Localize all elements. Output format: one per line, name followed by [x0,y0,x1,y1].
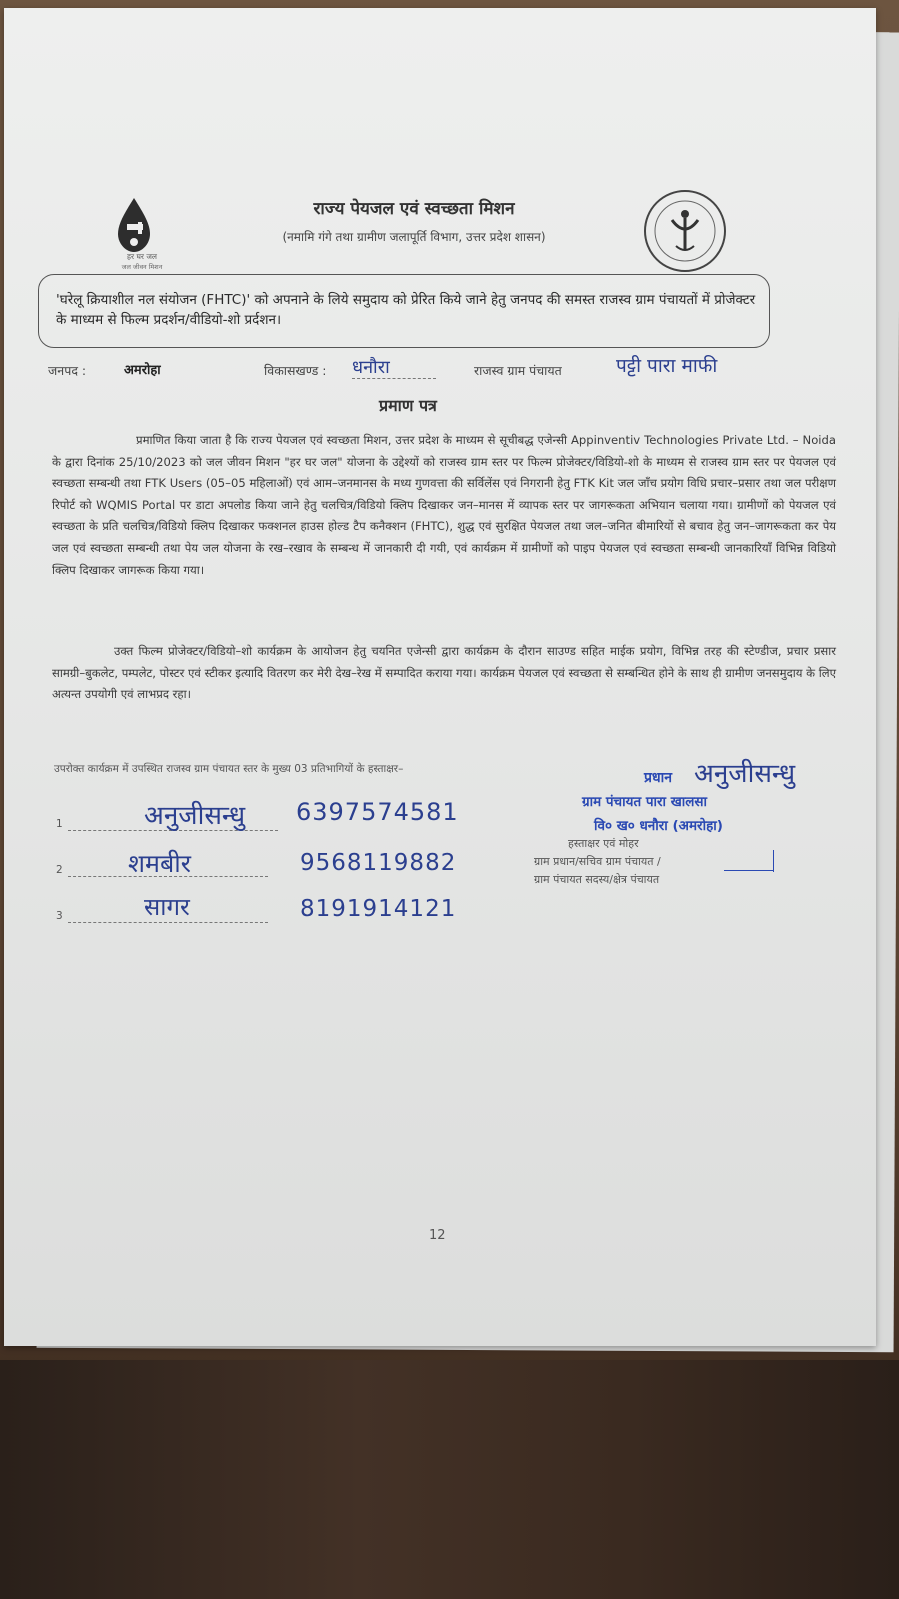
signatory-role-1: ग्राम प्रधान/सचिव ग्राम पंचायत / [534,855,661,868]
body-paragraph-2: उक्त फिल्म प्रोजेक्टर/विडियो–शो कार्यक्रम के आयोजन हेतु चयनित एजेन्सी द्वारा कार्यक्रम के दौरान साउण्ड सहित माईक प्रयोग, विभिन्न तरह की स्टेण्डीज, प्रचार प्रसार सामग्री–बुकलेट, पम्पलेट, पोस्टर एवं स्टीकर इत्यादि वितरण कर मेरी देख–रेख में सम्पादित कराया गया। कार्यक्रम पेयजल एवं स्वच्छता से सम्बन्धित होने के साथ ही ग्रामीण जनसमुदाय के लिए अत्यन्त उपयोगी एवं लाभप्रद रहा। [52,644,836,702]
panchayat-value: पट्टी पारा माफी [616,355,718,377]
stamp-pradhan: प्रधान [644,770,672,786]
block-value: धनौरा [352,357,390,378]
table-shadow [0,1360,899,1599]
stamp-border-line [724,870,774,871]
participant-2-phone: 9568119882 [300,850,457,876]
logo-subcaption: जल जीवन मिशन [121,263,163,271]
participant-2-name: शमबीर [128,849,191,878]
participant-1-phone: 6397574581 [296,798,459,826]
banner-text: 'घरेलू क्रियाशील नल संयोजन (FHTC)' को अपनाने के लिये समुदाय को प्रेरित किये जाने हेतु जनपद की समस्त राजस्व ग्राम पंचायतों में प्रोजेक्टर के माध्यम से फिल्म प्रदर्शन/वीडियो-शो प्रर्दशन। [56,292,756,328]
page-title: राज्य पेयजल एवं स्वच्छता मिशन [313,199,515,219]
document-page [4,8,876,1346]
signatory-label: हस्ताक्षर एवं मोहर [568,837,639,850]
participant-3-name: सागर [144,893,190,921]
participant-2-num: 2 [56,864,63,876]
participants-intro: उपरोक्त कार्यक्रम में उपस्थित राजस्व ग्राम पंचायत स्तर के मुख्य 03 प्रतिभागियों के हस्ताक्षर– [54,763,404,775]
participant-1-name: अनुजीसन्धु [144,801,246,831]
district-label: जनपद : [48,363,87,378]
stamp-block: वि० ख० धनौरा (अमरोहा) [594,818,723,834]
participant-3-phone: 8191914121 [300,896,457,922]
state-emblem-icon [642,188,728,274]
block-label: विकासखण्ड : [264,363,327,378]
stamp-border-edge [773,850,774,872]
participant-3-num: 3 [56,910,63,922]
certificate-title: प्रमाण पत्र [379,396,437,415]
pradhan-signature: अनुजीसन्धु [694,759,796,789]
logo-caption: हर घर जल [127,252,157,261]
signatory-role-2: ग्राम पंचायत सदस्य/क्षेत्र पंचायत [534,873,660,886]
stamp-panchayat: ग्राम पंचायत पारा खालसा [582,794,708,810]
up-emblem [642,188,728,274]
jal-jeevan-logo [112,196,172,272]
panchayat-label: राजस्व ग्राम पंचायत [474,363,562,378]
page-number: 12 [429,1228,446,1243]
participant-1-num: 1 [56,818,63,830]
district-value: अमरोहा [124,363,161,378]
body-paragraph-1: प्रमाणित किया जाता है कि राज्य पेयजल एवं स्वच्छता मिशन, उत्तर प्रदेश के माध्यम से सूचीबद्ध एजेन्सी Appinventiv Technologies Private Ltd. – Noida के द्वारा दिनांक 25/10/2023 को जल जीवन मिशन "हर घर जल" योजना के उद्देश्यों को राजस्व ग्राम स्तर पर फिल्म प्रोजेक्टर/विडियो-शो के माध्यम से राजस्व ग्राम स्तर पर पेयजल एवं स्वच्छता सम्बन्धी तथा FTK Users (05–05 महिलाओं) एवं आम–जनमानस के मध्य गुणवत्ता की सर्विलेंस एवं निगरानी हेतु FTK Kit जल जाँच प्रयोग विधि प्रचार–प्रसार तथा जल परीक्षण रिपोर्ट को WQMIS Portal पर डाटा अपलोड किया जाने हेतु चलचित्र/विडियो क्लिप दिखाकर जन–मानस में व्यापक स्तर पर जागरूकता अभियान चलाया गया। ग्रामीणों को पेयजल एवं स्वच्छता के प्रति चलचित्र/विडियो क्लिप दिखाकर फक्शनल हाउस होल्ड टैप कनैक्शन (FHTC), शुद्ध एवं सुरक्षित पेयजल तथा जल–जनित बीमारियों से बचाव हेतु जन–जागरूकता कर पेय जल एवं स्वच्छता सम्बन्धी तथा पेय जल योजना के रख–रखाव के सम्बन्ध में जानकारी दी गयी, एवं कार्यक्रम में ग्रामीणों को पाइप पेयजल एवं स्वच्छता सम्बन्धी जानकारियाँ विभिन्न विडियो क्लिप दिखाकर जागरूक किया गया। [52,433,836,577]
page-subtitle: (नमामि गंगे तथा ग्रामीण जलापूर्ति विभाग, उत्तर प्रदेश शासन) [282,230,546,244]
block-underline [352,378,436,379]
